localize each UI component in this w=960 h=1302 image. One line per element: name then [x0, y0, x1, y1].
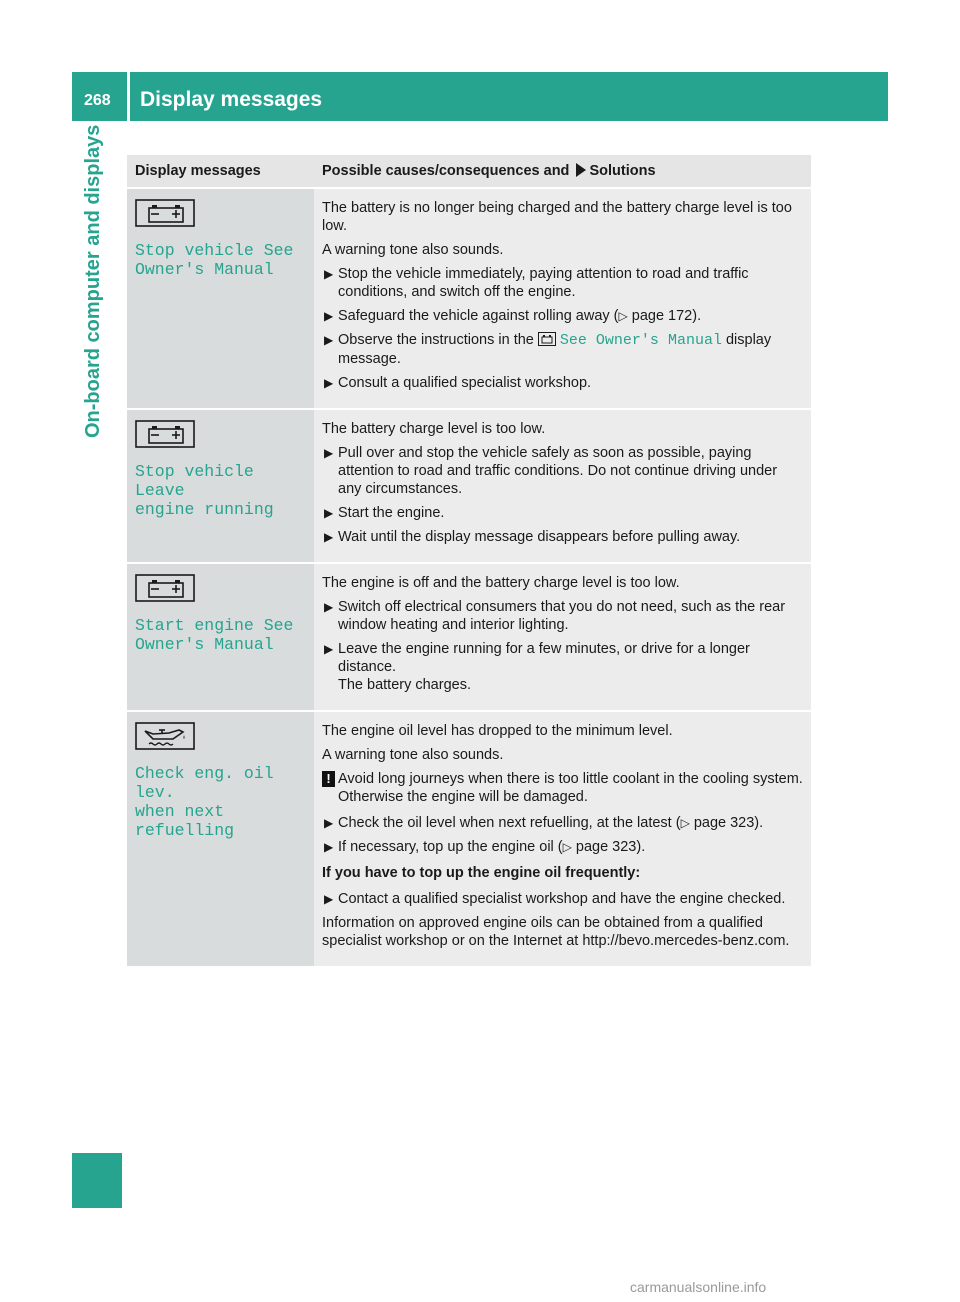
step-arrow-icon: ▶: [324, 530, 334, 544]
display-message-text: Stop vehicle See Owner's Manual: [135, 241, 294, 279]
sidebar-marker: [72, 1153, 122, 1208]
message-cell: [127, 409, 314, 563]
list-item: ▶ Stop the vehicle immediately, paying attention to road and traffic conditions, and switch off the engine.: [324, 266, 749, 300]
message-cell: [127, 188, 314, 409]
header-divider: [127, 72, 130, 121]
page-header: [72, 72, 888, 121]
warning-icon: !: [322, 771, 335, 787]
list-item: ▶ Check the oil level when next refuelling, at the latest (▷ page 323).: [324, 815, 764, 831]
step-arrow-icon: ▶: [324, 376, 334, 390]
step-arrow-icon: ▶: [324, 840, 334, 854]
watermark: carmanualsonline.info: [630, 1279, 767, 1295]
display-message-text: Stop vehicle Leave engine running: [135, 462, 274, 519]
subheading: If you have to top up the engine oil frequently:: [322, 865, 641, 881]
solution-cell: The battery charge level is too low. ▶ Pull over and stop the vehicle safely as soon as possible, paying attention to road and traffic conditions. Do not continue driving under any circumstances. ▶ Start the engine. ▶ Wait until the display message disappears before pulling away.: [314, 409, 811, 563]
table-row: [127, 188, 811, 409]
battery-icon: [538, 332, 556, 346]
display-message-text: Check eng. oil lev. when next refuelling: [135, 764, 274, 840]
column-header-causes-solutions: Possible causes/consequences and Solutions: [314, 155, 811, 188]
step-arrow-icon: ▶: [324, 267, 334, 281]
step-arrow-icon: ▶: [324, 642, 334, 656]
solution-cell: The battery is no longer being charged and the battery charge level is too low. A warning tone also sounds. ▶ Stop the vehicle immediately, paying attention to road and traffic conditions, and switch off the engine. ▶ Safeguard the vehicle against rolling away (▷ page 172). ▶ Observe the instructions in the See Owner's Manual display message. ▶ Consult a qualified specialist workshop.: [314, 188, 811, 409]
solution-cell: The engine oil level has dropped to the minimum level. A warning tone also sounds. ! Avoid long journeys when there is too little coolant in the cooling system. Otherwise the engine will be damaged. ▶ Check the oil level when next refuelling, at the latest (▷ page 323). ▶ If necessary, top up the engine oil (▷ page 323). If you have to top up the engine oil frequently: ▶ Contact a qualified specialist workshop and have the engine checked. Information on approved engine oils can be obtained from a qualified specialist workshop or on the Internet at http://bevo.mercedes-benz.com.: [314, 711, 811, 967]
list-item: ▶ Switch off electrical consumers that you do not need, such as the rear window heating and interior lighting.: [324, 599, 786, 633]
battery-icon: [135, 420, 195, 448]
step-arrow-icon: ▶: [324, 816, 334, 830]
step-arrow-icon: ▶: [324, 446, 334, 460]
step-arrow-icon: ▶: [324, 892, 334, 906]
step-arrow-icon: ▶: [324, 333, 334, 347]
list-item: ▶ Contact a qualified specialist workshop and have the engine checked.: [324, 891, 786, 907]
table-row: [127, 563, 811, 711]
list-item: ▶ Safeguard the vehicle against rolling away (▷ page 172).: [324, 308, 702, 324]
solutions-arrow-icon: [576, 163, 586, 177]
sidebar-section-label: On-board computer and displays: [82, 125, 104, 439]
warning-note: ! Avoid long journeys when there is too little coolant in the cooling system. Otherwise the engine will be damaged.: [322, 770, 803, 806]
step-arrow-icon: ▶: [324, 309, 334, 323]
step-arrow-icon: ▶: [324, 600, 334, 614]
list-item: ▶ Leave the engine running for a few minutes, or drive for a longer distance. The battery charges.: [324, 641, 750, 693]
page-title: Display messages: [140, 88, 323, 111]
message-cell: [127, 563, 314, 711]
display-message-text: Start engine See Owner's Manual: [135, 616, 294, 654]
solution-cell: The engine is off and the battery charge level is too low. ▶ Switch off electrical consumers that you do not need, such as the rear window heating and interior lighting. ▶ Leave the engine running for a few minutes, or drive for a longer distance. The battery charges.: [314, 563, 811, 711]
list-item: ▶ Observe the instructions in the See Owner's Manual display message.: [324, 332, 772, 367]
list-item: ▶ Pull over and stop the vehicle safely as soon as possible, paying attention to road and traffic conditions. Do not continue driving under any circumstances.: [324, 445, 778, 497]
oil-can-icon: [135, 722, 195, 750]
list-item: ▶ Start the engine.: [324, 505, 445, 521]
message-cell: [127, 711, 314, 967]
column-header-display-messages: Display messages: [127, 155, 314, 188]
step-arrow-icon: ▶: [324, 506, 334, 520]
list-item: ▶ If necessary, top up the engine oil (▷ page 323).: [324, 839, 646, 855]
battery-icon: [135, 574, 195, 602]
battery-icon: [135, 199, 195, 227]
page-ref-icon: ▷: [618, 309, 628, 323]
list-item: ▶ Consult a qualified specialist workshop.: [324, 375, 592, 391]
table-row: [127, 711, 811, 967]
display-messages-table: [127, 155, 811, 968]
page-number: 268: [84, 92, 111, 109]
list-item: ▶ Wait until the display message disappears before pulling away.: [324, 529, 741, 545]
table-header-row: [127, 155, 811, 188]
table-row: [127, 409, 811, 563]
page-ref-icon: ▷: [680, 816, 690, 830]
page-ref-icon: ▷: [562, 840, 572, 854]
